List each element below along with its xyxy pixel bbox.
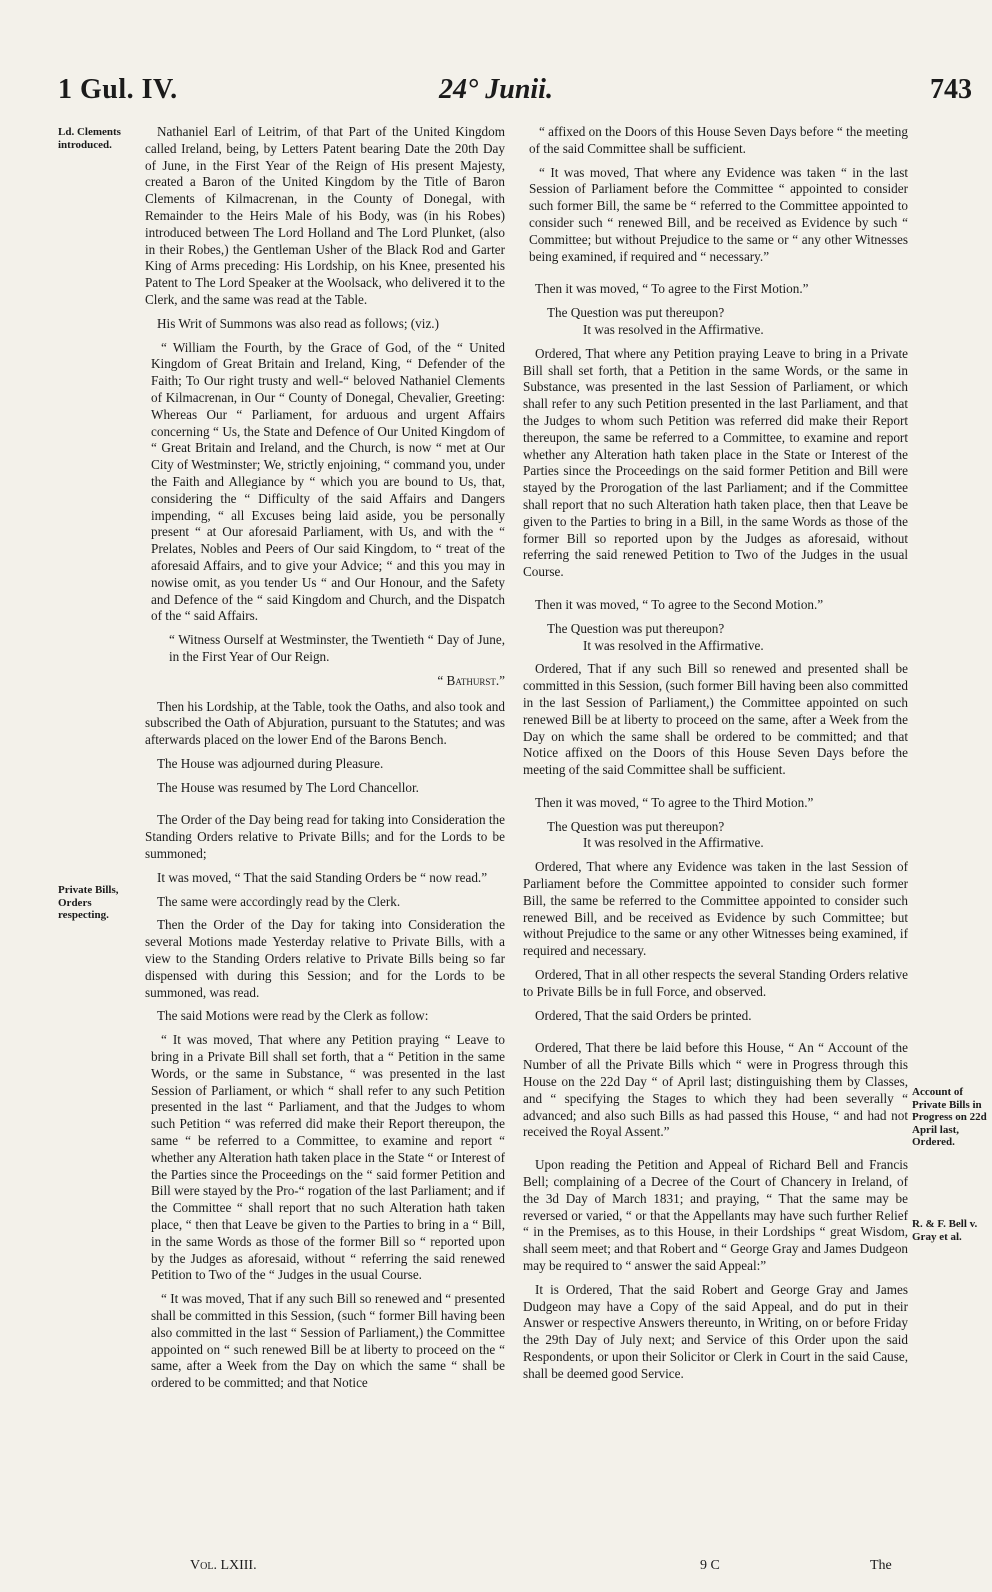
paragraph: The Order of the Day being read for taking into Consideration the Standing Orders relative to Private Bills; and for the Lords to be summoned;: [145, 812, 505, 862]
question-line: The Question was put thereupon?: [547, 305, 725, 321]
order-paragraph: Ordered, That where any Evidence was taken in the last Session of Parliament before the Committee appointed to consider such former Bill, the same be referred to the Committee appointed to consider such renewed Bill, and be received as Evidence by such Committee; but without Prejudice to the same or any other Witnesses being examined, if required and necessary.: [523, 859, 908, 959]
resolution-line: It was resolved in the Affirmative.: [583, 835, 764, 851]
order-paragraph: Ordered, That there be laid before this House, “ An “ Account of the Number of all the Private Bills which “ were in Progress through this House on the 22d Day “ of April last; distinguishing them by Classes, and “ specifying the Stages to which they had been severally “ advanced; and also such Bills as had passed this House, “ and had not received the Royal Assent.”: [523, 1040, 908, 1140]
paragraph: The House was adjourned during Pleasure.: [157, 755, 384, 771]
margin-note-clements: Ld. Clements introduced.: [58, 126, 121, 151]
resolution-line: It was resolved in the Affirmative.: [583, 637, 764, 653]
writ-text: “ William the Fourth, by the Grace of God, of the “ United Kingdom of Great Britain and Ireland, King, “ Defender of the Faith; To Our right trusty and well-“ beloved Nathaniel Clements of Kilmacrenan, in Our “ County of Donegal, Chevalier, Greeting: Whereas Our “ Parliament, for arduous and urgent Affairs concerning “ Us, the State and Defence of Our United Kingdom of “ Great Britain and Ireland, and the Church, is now “ met at Our City of Westminster; We, strictly enjoining, “ command you, under the Faith and Allegiance by “ which you are bound to Us, that, considering the “ Difficulty of the said Affairs and Dangers impending, “ all Excuses being laid aside, you be personally present “ at Our aforesaid Parliament, with Us, and with the “ Prelates, Nobles and Peers of Our said Kingdom, to “ treat of the aforesaid Affairs, and to give your Advice; “ and this you may in nowise omit, as you tender Us “ and Our Honour, and the Safety and Defence of the “ said Kingdom and Church, and the Dispatch of the “ said Affairs.: [151, 339, 505, 624]
petition-paragraph: Upon reading the Petition and Appeal of Richard Bell and Francis Bell; complaining of a Decree of the Court of Chancery in Ireland, of the 3d Day of March 1831; and praying, “ That the same may be reversed or varied, “ or that the Appellants may have such further Relief “ in the Premises, as to this House, in their Lordships “ great Wisdom, shall seem meet; and that Robert and “ George Gray and James Dudgeon may be required to “ answer the said Appeal:”: [523, 1157, 909, 1274]
margin-note-account: Account of Private Bills in Progress on 22d April last, Ordered.: [912, 1086, 987, 1148]
page-header-left: 1 Gul. IV.: [58, 74, 178, 105]
margin-note-private-bills: Private Bills, Orders respecting.: [58, 884, 119, 921]
order-paragraph: It is Ordered, That the said Robert and George Gray and James Dudgeon may have a Copy of the said Appeal, and do put in their Answer or respective Answers thereunto, in Writing, on or before Friday the 29th Day of July next; and Service of this Order upon the said Respondents, or upon their Solicitor or Clerk in Court in the said Cause, shall be deemed good Service.: [523, 1281, 908, 1381]
paragraph: Then the Order of the Day for taking into Consideration the several Motions made Yesterday relative to Private Bills, with a view to the Standing Orders relative to Private Bills being so far dispensed with during this Session; and for the Lords to be summoned, was read.: [145, 917, 505, 1000]
writ-witness: “ Witness Ourself at Westminster, the Twentieth “ Day of June, in the First Year of Our Reign.: [169, 632, 505, 664]
order-paragraph: Ordered, That if any such Bill so renewed and presented shall be committed in this Session, (such former Bill having been also committed in the last Session of Parliament,) the Committee appointed on such renewed Bill be at liberty to proceed on the same, after a Week from the Day on which the same shall be ordered to be committed; and that Notice affixed on the Doors of this House Seven Days before the meeting of the said Committee shall be sufficient.: [523, 661, 908, 778]
paragraph: It was moved, “ That the said Standing Orders be “ now read.”: [157, 869, 488, 885]
writ-signature: “ Bathurst.”: [437, 672, 505, 688]
page-number: 743: [930, 74, 972, 105]
motion-quote: “ affixed on the Doors of this House Seven Days before “ the meeting of the said Committee shall be sufficient.: [529, 124, 908, 156]
volume-number: Vol. LXIII.: [190, 1558, 257, 1573]
paragraph: The House was resumed by The Lord Chancellor.: [157, 779, 419, 795]
signature-mark: 9 C: [700, 1558, 720, 1573]
order-paragraph: Ordered, That where any Petition praying Leave to bring in a Private Bill shall set forth, that a Petition in the same Words, or the same in Substance, was presented in the last Session of Parliament, or which shall refer to any such Petition presented in the last Parliament, and that the Judges to whom such Petition was referred did make their Report thereupon, the same be referred to a Committee, to examine and report whether any Alteration hath taken place in the State or Interest of the Parties since the Proceedings on the said former Petition and Bill were stayed by the Prorogation of the last Parliament; and if the Committee shall report that no such Alteration hath taken place, then that Leave be given to the Parties to bring in a Bill, in the same Words as those of the former Bill so reported upon by the Judges as aforesaid, without referring the said renewed Petition to Two of the Judges in the usual Course.: [523, 345, 908, 580]
motion-quote: “ It was moved, That where any Evidence was taken “ in the last Session of Parliament before the Committee “ appointed to consider such former Bill, the same be “ referred to the Committee appointed to consider such “ renewed Bill, and be received as Evidence by such “ Committee; but without Prejudice to the same or “ any other Witnesses being examined, if required and “ necessary.”: [529, 164, 908, 264]
paragraph: Then his Lordship, at the Table, took the Oaths, and also took and subscribed the Oath of Abjuration, pursuant to the Statutes; and was afterwards placed on the lower End of the Barons Bench.: [145, 698, 505, 748]
resolution-line: It was resolved in the Affirmative.: [583, 321, 764, 337]
paragraph: His Writ of Summons was also read as follows; (viz.): [157, 315, 439, 331]
motion-line: Then it was moved, “ To agree to the First Motion.”: [535, 281, 809, 297]
margin-note-bell: R. & F. Bell v. Gray et al.: [912, 1218, 978, 1243]
motion-line: Then it was moved, “ To agree to the Third Motion.”: [535, 794, 814, 810]
paragraph: Nathaniel Earl of Leitrim, of that Part of the United Kingdom called Ireland, being, by Letters Patent bearing Date the 20th Day of June, in the First Year of the Reign of His present Majesty, created a Baron of the United Kingdom by the Title of Baron Clements of Kilmacrenan, in the County of Donegal, with Remainder to the Heirs Male of his Body, was (in his Robes) introduced between The Lord Holland and The Lord Plunket, (also in their Robes,) the Gentleman Usher of the Black Rod and Garter King of Arms preceding: His Lordship, on his Knee, presented his Patent to The Lord Speaker at the Woolsack, who delivered it to the Clerk, and the same was read at the Table.: [145, 124, 505, 307]
motion-line: Then it was moved, “ To agree to the Second Motion.”: [535, 596, 824, 612]
page-header-date: 24° Junii.: [439, 74, 553, 105]
right-column: [523, 124, 908, 1390]
order-paragraph: Ordered, That in all other respects the several Standing Orders relative to Private Bills be in full Force, and observed.: [523, 967, 908, 999]
order-paragraph: Ordered, That the said Orders be printed.: [535, 1007, 752, 1023]
motion-quote: “ It was moved, That where any Petition praying “ Leave to bring in a Private Bill shall set forth, that a “ Petition in the same Words, or the same in Substance, “ was presented in the last Session of Parliament, or which “ shall refer to any such Petition presented in the last “ Parliament, and that the Judges to whom such Petition “ was referred did make their Report thereupon, the same “ be referred to a Committee, to examine and report “ whether any Alteration hath taken place in the State “ or Interest of the Parties since the Proceedings on the “ said former Petition and Bill were stayed by the Pro-“ rogation of the last Parliament; and if the Committee “ shall report that no such Alteration hath taken place, “ then that Leave be given to the Parties to bring in a “ Bill, in the same Words as those of the former Bill so “ reported upon by the Judges as aforesaid, without “ referring the said renewed Petition to Two of the “ Judges in the usual Course.: [151, 1032, 505, 1283]
left-column: [145, 124, 505, 1399]
catchword: The: [870, 1558, 892, 1573]
paragraph: The same were accordingly read by the Clerk.: [157, 893, 401, 909]
question-line: The Question was put thereupon?: [547, 620, 725, 636]
paragraph: The said Motions were read by the Clerk as follow:: [157, 1008, 429, 1024]
question-line: The Question was put thereupon?: [547, 818, 725, 834]
motion-quote: “ It was moved, That if any such Bill so renewed and “ presented shall be committed in this Session, (such “ former Bill having been also committed in the last “ Session of Parliament,) the Committee appointed on “ such renewed Bill be at liberty to proceed on the “ same, after a Week from the Day on which the same “ shall be ordered to be committed; and that Notice: [151, 1291, 505, 1391]
